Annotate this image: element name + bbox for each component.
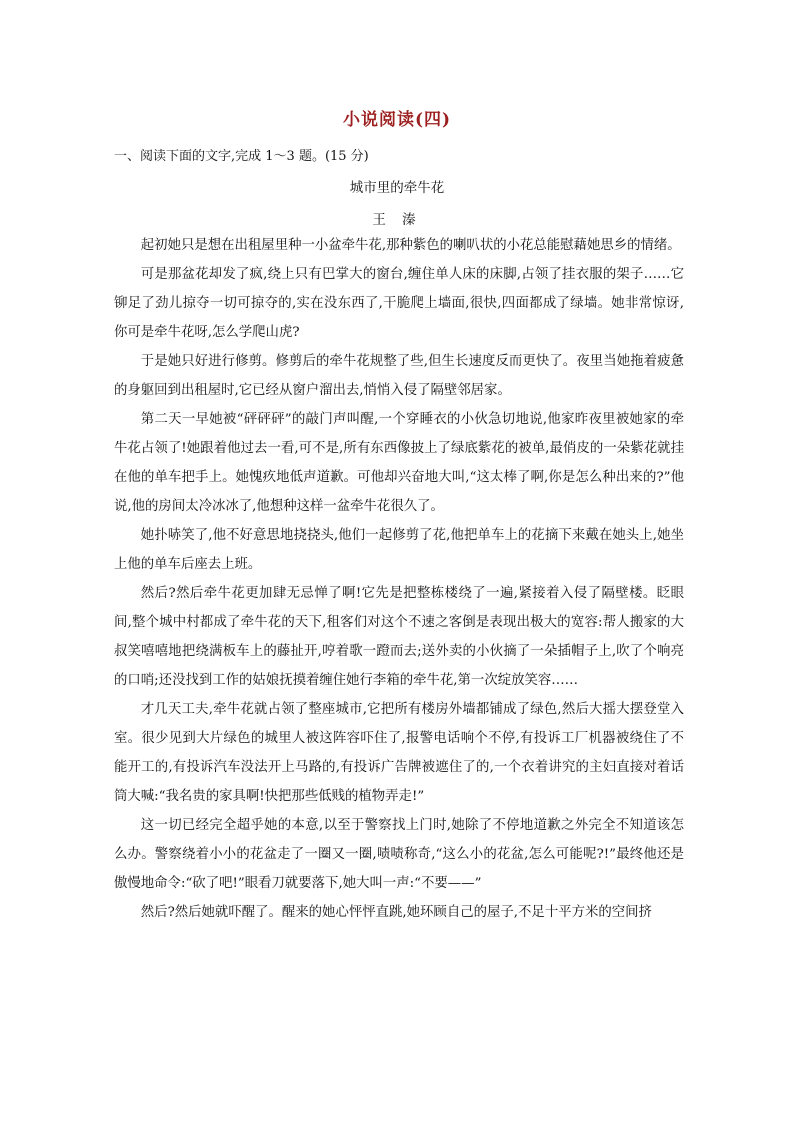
paragraph: 然后?然后牵牛花更加肆无忌惮了啊!它先是把整栋楼绕了一遍,紧接着入侵了隔壁楼。眨眼间,整个城中村都成了牵牛花的天下,租客们对这个不速之客倒是表现出极大的宽容:帮人搬家的大叔笑嘻嘻地把绕满板车上的藤扯开,哼着歌一蹬而去;送外卖的小伙摘了一朵插帽子上,吹了个响亮的口哨;还没找到工作的姑娘抚摸着缠住她行李箱的牵牛花,第一次绽放笑容……	[114, 586, 684, 688]
paragraph: 这一切已经完全超乎她的本意,以至于警察找上门时,她除了不停地道歉之外完全不知道该怎么办。警察绕着小小的花盆走了一圈又一圈,啧啧称奇,“这么小的花盆,怎么可能呢?!”最终他还是傲慢地命令:“砍了吧!”眼看刀就要落下,她大叫一声:“不要——”	[114, 818, 684, 891]
paragraph: 然后?然后她就吓醒了。醒来的她心怦怦直跳,她环顾自己的屋子,不足十平方米的空间挤	[140, 905, 652, 920]
paragraph: 起初她只是想在出租屋里种一小盆牵牛花,那种紫色的喇叭状的小花总能慰藉她思乡的情绪。	[140, 238, 681, 253]
story-title: 城市里的牵牛花	[349, 180, 445, 196]
paragraph: 第二天一早她被“砰砰砰”的敲门声叫醒,一个穿睡衣的小伙急切地说,他家昨夜里被她家的牵牛花占领了!她跟着他过去一看,可不是,所有东西像披上了绿底紫花的被单,最俏皮的一朵紫花就挂在他的单车把手上。她愧疚地低声道歉。可他却兴奋地大叫,“这太棒了啊,你是怎么种出来的?”他说,他的房间太冷冰冰了,他想种这样一盆牵牛花很久了。	[114, 412, 684, 514]
paragraph: 于是她只好进行修剪。修剪后的牵牛花规整了些,但生长速度反而更快了。夜里当她拖着疲惫的身躯回到出租屋时,它已经从窗户溜出去,悄悄入侵了隔壁邻居家。	[114, 354, 684, 398]
story-body	[114, 231, 684, 927]
paragraph: 她扑哧笑了,他不好意思地挠挠头,他们一起修剪了花,他把单车上的花摘下来戴在她头上,她坐上他的单车后座去上班。	[114, 528, 684, 572]
paragraph: 才几天工夫,牵牛花就占领了整座城市,它把所有楼房外墙都铺成了绿色,然后大摇大摆登堂入室。很少见到大片绿色的城里人被这阵容吓住了,报警电话响个不停,有投诉工厂机器被绕住了不能开工的,有投诉汽车没法开上马路的,有投诉广告牌被遮住了的,一个衣着讲究的主妇直接对着话筒大喊:“我名贵的家具啊!快把那些低贱的植物弄走!”	[114, 702, 684, 804]
document-title: 小说阅读(四)	[342, 110, 452, 130]
story-author: 王 溱	[372, 212, 422, 228]
paragraph: 可是那盆花却发了疯,绕上只有巴掌大的窗台,缠住单人床的床脚,占领了挂衣服的架子……它铆足了劲儿掠夺一切可掠夺的,实在没东西了,干脆爬上墙面,很快,四面都成了绿墙。她非常惊讶,你可是牵牛花呀,怎么学爬山虎?	[114, 267, 684, 340]
question-instruction: 一、阅读下面的文字,完成 1～3 题。(15 分)	[114, 149, 369, 164]
